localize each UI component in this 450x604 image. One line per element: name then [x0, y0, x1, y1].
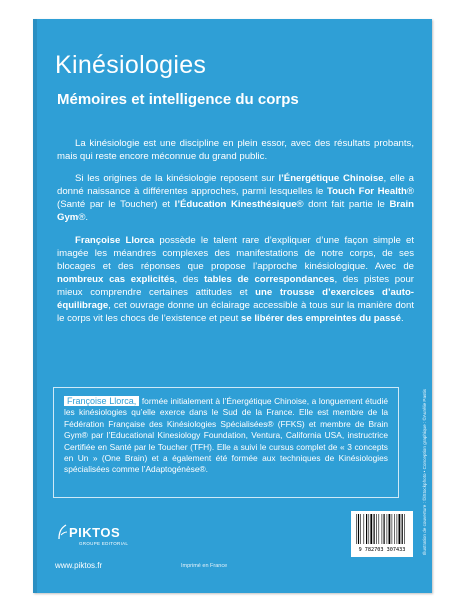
publisher-website: www.piktos.fr — [55, 561, 103, 570]
barcode-bar — [379, 514, 380, 544]
blurb-text: , des — [174, 273, 205, 285]
blurb-emphasis: nombreux cas explicités — [57, 273, 175, 285]
blurb-emphasis: l’Énergétique Chinoise — [278, 173, 384, 185]
barcode-bar — [376, 514, 377, 544]
blurb-text: ®. — [78, 212, 89, 224]
barcode-bar — [366, 514, 367, 544]
blurb — [57, 137, 414, 334]
book-title: Kinésiologies — [55, 51, 207, 79]
author-bio-box — [53, 387, 399, 498]
author-name: Françoise Llorca, — [64, 396, 139, 406]
barcode-bar — [399, 514, 401, 544]
isbn-number: 9 782703 307433 — [358, 547, 406, 553]
blurb-paragraph-2 — [57, 172, 414, 224]
blurb-text: Si les origines de la kinésiologie reposent sur — [75, 173, 279, 185]
blurb-text: possède le talent rare d’expliquer d’une façon simple et imagée les méandres complexes des manifestations de notre corps, de ses blocages et des réponses que propose l’approche kinésiologique. Avec de — [57, 234, 415, 272]
blurb-emphasis: Touch For Health — [326, 186, 407, 198]
barcode-icon — [355, 514, 409, 546]
barcode-bar — [369, 514, 370, 544]
book-back-cover — [33, 19, 432, 593]
barcode-bar — [358, 514, 359, 544]
book-subtitle: Mémoires et intelligence du corps — [57, 91, 299, 108]
blurb-text: ® dont fait partie le — [296, 199, 390, 211]
blurb-emphasis: tables de correspondances — [204, 273, 335, 285]
barcode-bar — [356, 514, 357, 544]
barcode-bar — [384, 514, 385, 544]
publisher-logo — [55, 523, 129, 549]
blurb-text: ® (Santé par le Toucher) et — [57, 186, 414, 211]
blurb-emphasis: Françoise Llorca — [75, 234, 155, 246]
cover-credits: Illustration de couverture : ©iStockphoto • Conception graphique : ©Aurélie Pastis — [422, 389, 427, 555]
blurb-text: La kinésiologie est une discipline en plein essor, avec des résultats probants, mais qui reste encore méconnue du grand public. — [57, 138, 414, 163]
barcode-bar — [382, 514, 383, 544]
barcode-bar — [402, 514, 403, 544]
blurb-text: . — [400, 313, 404, 325]
blurb-emphasis: Brain Gym — [57, 199, 414, 224]
barcode-bar — [387, 514, 388, 544]
barcode-bar — [389, 514, 391, 544]
publisher-logo-icon — [57, 523, 69, 541]
publisher-subtitle: GROUPE EDITORIAL — [79, 541, 129, 546]
blurb-paragraph-1 — [57, 137, 414, 163]
blurb-emphasis: se libérer des empreintes du passé — [240, 313, 401, 325]
blurb-text: , elle a donné naissance à différentes approches, parmi lesquelles le — [57, 173, 414, 198]
barcode-bar — [364, 514, 365, 544]
blurb-paragraph-3 — [57, 234, 414, 326]
blurb-text: , cet ouvrage donne un éclairage accessible à tous sur la manière dont le corps vit les chocs de l’existence et peut — [57, 300, 414, 325]
blurb-emphasis: l’Éducation Kinesthésique — [174, 199, 297, 211]
barcode-bar — [404, 514, 405, 544]
barcode-bar — [394, 514, 395, 544]
cover-spine-edge — [33, 19, 37, 593]
barcode-bar — [360, 514, 361, 544]
printed-in-note: Imprimé en France — [181, 563, 228, 569]
blurb-text: , des pistes pour mieux comprendre certaines attitudes et — [57, 273, 414, 298]
publisher-name: PIKTOS — [69, 525, 121, 540]
isbn-barcode — [351, 511, 413, 557]
barcode-bar — [397, 514, 398, 544]
barcode-bar — [374, 514, 375, 544]
author-bio-text: formée initialement à l’Énergétique Chinoise, a longuement étudié les kinésiologies qu’elle exerce dans le Sud de la France. Elle est membre de la Fédération Française des Kinésiologies Spécialisées® (FFKS) et membre de Brain Gym® par l’Educational Kinesiology Foundation, Ventura, California USA, instructrice Certifiée en Santé par le Toucher (TFH). Elle a suivi le cursus complet de « 3 concepts en Un » (One Brain) et a également été formée aux techniques de Kinésiologies spécialisées comme l’Adaptogénèse®. — [64, 396, 389, 475]
barcode-bar — [370, 514, 372, 544]
blurb-emphasis: une trousse d’exercices d’auto-équilibrage — [57, 286, 414, 312]
barcode-bar — [392, 514, 393, 544]
